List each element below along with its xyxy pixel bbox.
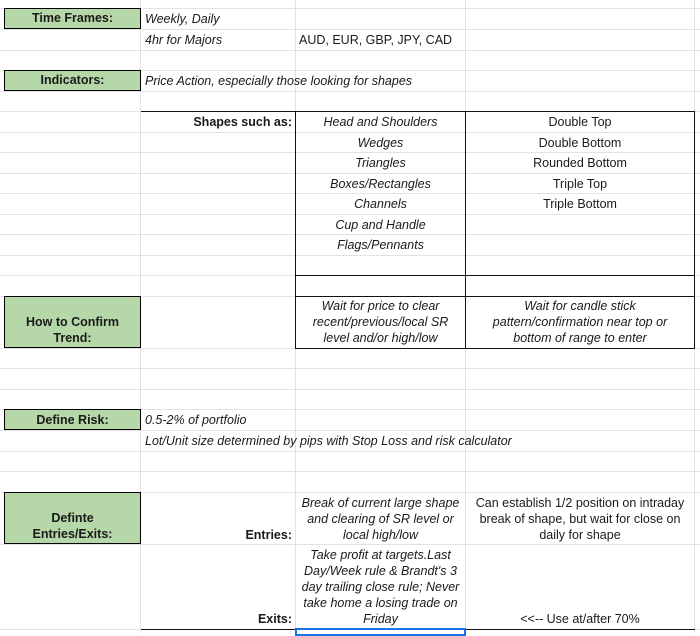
confirm-col2[interactable]: Wait for candle stick pattern/confirmation near top or bottom of range to enter: [492, 299, 668, 345]
row-gridline: [0, 214, 700, 215]
confirm-col1[interactable]: Wait for price to clear recent/previous/local SR level and/or high/low: [312, 299, 449, 345]
shape-item[interactable]: Triangles: [355, 156, 406, 170]
risk-line2[interactable]: Lot/Unit size determined by pips with Stop Loss and risk calculator: [145, 434, 512, 448]
confirm-trend-label: How to Confirm Trend:: [25, 315, 120, 345]
currencies-value[interactable]: AUD, EUR, GBP, JPY, CAD: [299, 33, 453, 47]
row-gridline: [0, 29, 700, 30]
row-gridline: [0, 91, 700, 92]
row-gridline: [0, 451, 700, 452]
shape-item[interactable]: Cup and Handle: [335, 218, 426, 232]
exits-col2[interactable]: <<-- Use at/after 70%: [520, 612, 640, 626]
entries-col1[interactable]: Break of current large shape and clearing of SR level or local high/low: [301, 496, 460, 542]
define-risk-label: Define Risk:: [36, 413, 109, 427]
row-gridline: [0, 234, 700, 235]
confirm-table-top-border: [295, 296, 695, 297]
row-gridline: [0, 389, 700, 390]
row-gridline: [0, 430, 700, 431]
shape-item[interactable]: Triple Top: [552, 177, 608, 191]
time-frames-line2[interactable]: 4hr for Majors: [145, 33, 223, 47]
row-gridline: [0, 471, 700, 472]
shape-item[interactable]: Double Top: [548, 115, 612, 129]
time-frames-line1[interactable]: Weekly, Daily: [145, 12, 220, 26]
entries-label: Entries:: [245, 528, 292, 542]
row-gridline: [0, 544, 700, 545]
shape-item[interactable]: Boxes/Rectangles: [330, 177, 431, 191]
entries-col2[interactable]: Can establish 1/2 position on intraday break of shape, but wait for close on daily for shape: [475, 496, 685, 542]
shape-item[interactable]: Wedges: [357, 136, 404, 150]
exits-col1[interactable]: Take profit at targets.Last Day/Week rule & Brandt's 3 day trailing close rule; Never take home a losing trade on Friday: [301, 548, 460, 626]
shape-item[interactable]: Channels: [354, 197, 407, 211]
entries-exits-label: Definte Entries/Exits:: [32, 511, 113, 541]
row-gridline: [0, 152, 700, 153]
shapes-table-top-border: [141, 111, 695, 112]
time-frames-label: Time Frames:: [31, 11, 114, 25]
indicators-value[interactable]: Price Action, especially those looking for shapes: [145, 74, 413, 88]
risk-line1[interactable]: 0.5-2% of portfolio: [145, 413, 247, 427]
shape-item[interactable]: Double Bottom: [538, 136, 622, 150]
indicators-label: Indicators:: [40, 73, 105, 87]
shape-item[interactable]: Head and Shoulders: [323, 115, 438, 129]
shapes-label: Shapes such as:: [193, 115, 292, 129]
selected-cell[interactable]: [295, 628, 466, 636]
row-gridline: [0, 255, 700, 256]
row-gridline: [0, 368, 700, 369]
table-vertical-border-right: [694, 111, 695, 349]
row-gridline: [0, 50, 700, 51]
row-gridline: [0, 173, 700, 174]
confirm-table-bottom-border: [295, 348, 695, 349]
exits-label: Exits:: [257, 612, 292, 626]
shape-item[interactable]: Triple Bottom: [543, 197, 617, 211]
shapes-table-bottom-border: [295, 275, 695, 276]
row-gridline: [0, 193, 700, 194]
shape-item[interactable]: Rounded Bottom: [533, 156, 627, 170]
row-gridline: [0, 132, 700, 133]
shape-item[interactable]: Flags/Pennants: [337, 238, 424, 252]
